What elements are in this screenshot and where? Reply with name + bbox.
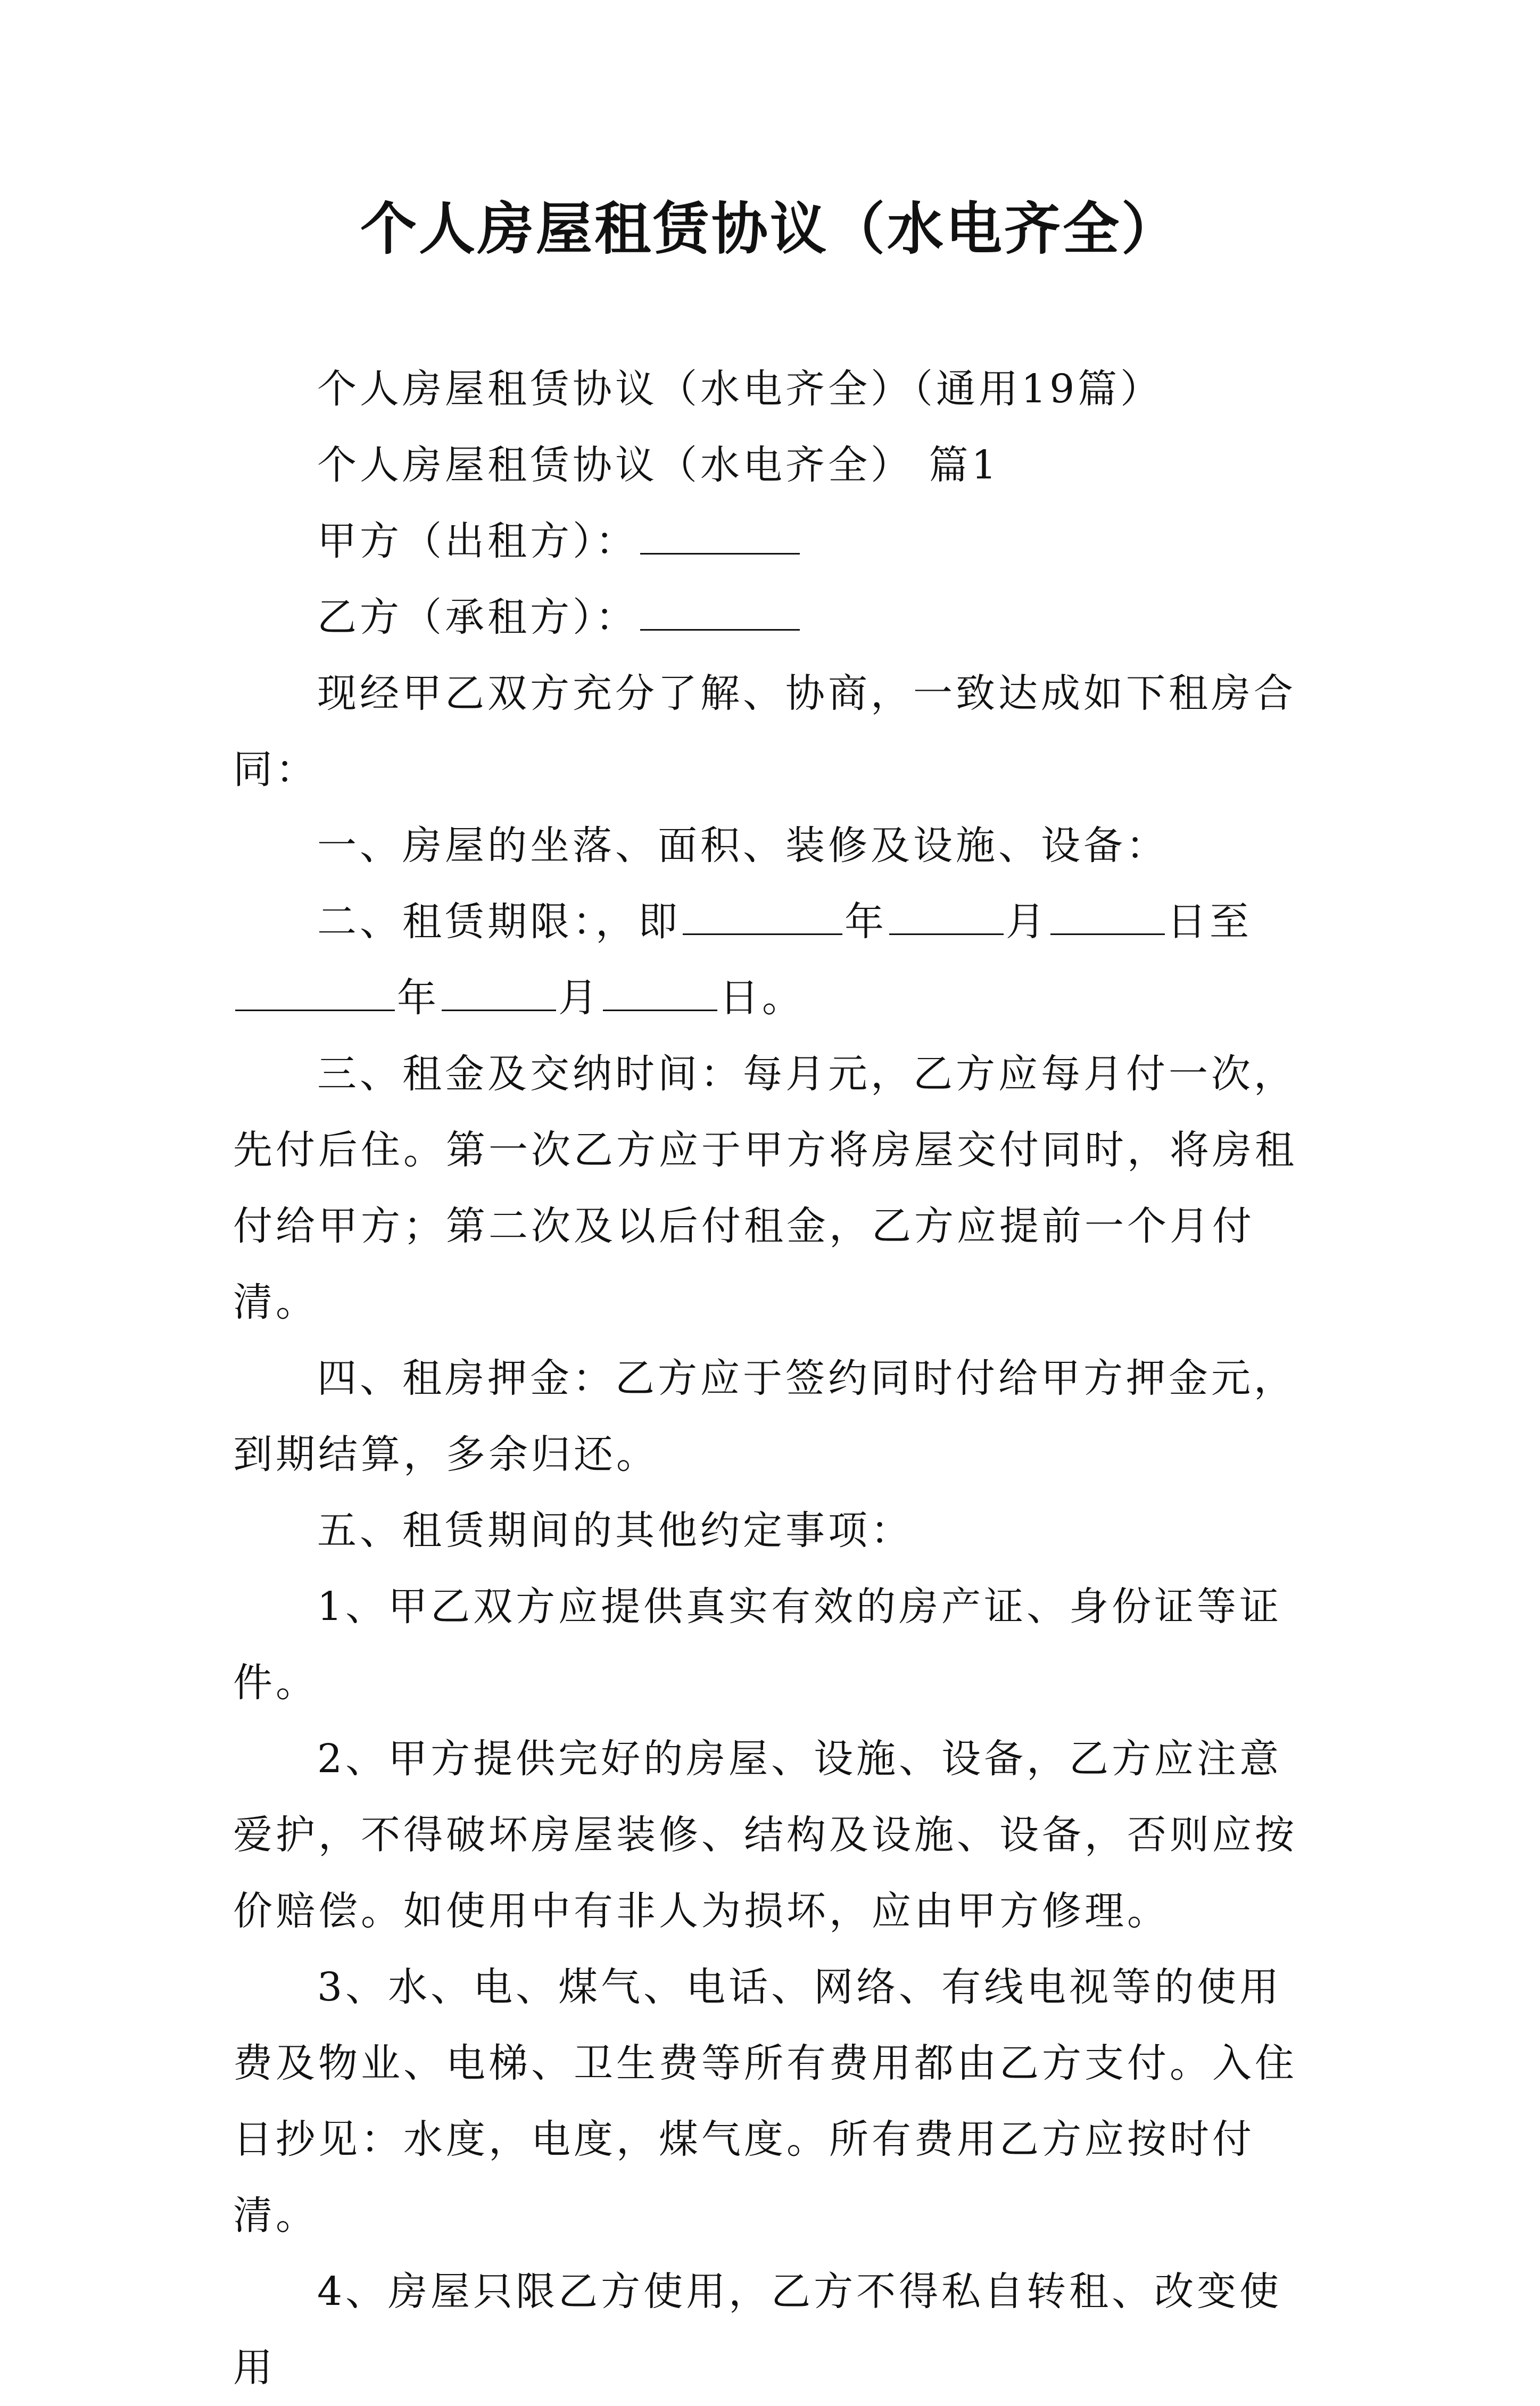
paragraph-section-5: 五、租赁期间的其他约定事项：	[317, 1508, 913, 1553]
paragraph-party-a	[233, 503, 1324, 580]
party-a-label: 甲方（出租方）：	[317, 518, 638, 564]
paragraph-section-3: 三、租金及交纳时间：每月元，乙方应每月付一次，先付后住。第一次乙方应于甲方将房屋交付同时，将房租付给甲方；第二次及以后付租金，乙方应提前一个月付清。	[233, 1051, 1297, 1325]
paragraph-item-2: 2、甲方提供完好的房屋、设施、设备，乙方应注意爱护，不得破坏房屋装修、结构及设施、设备，否则应按价赔偿。如使用中有非人为损坏，应由甲方修理。	[233, 1736, 1297, 1934]
paragraph-party-b	[233, 580, 1324, 656]
document-body	[233, 351, 1324, 2406]
paragraph-section-4: 四、租房押金：乙方应于签约同时付给甲方押金元，到期结算，多余归还。	[233, 1355, 1296, 1477]
paragraph-intro: 现经甲乙双方充分了解、协商，一致达成如下租房合同：	[233, 671, 1296, 792]
start-year-blank	[683, 896, 842, 935]
start-month-blank	[889, 896, 1004, 935]
paragraph-item-4: 4、房屋只限乙方使用，乙方不得私自转租、改变使用	[233, 2269, 1282, 2391]
document-title: 个人房屋租赁协议（水电齐全）	[360, 195, 1180, 262]
paragraph-section-1: 一、房屋的坐落、面积、装修及设施、设备：	[317, 823, 1169, 869]
start-day-blank	[1050, 896, 1165, 935]
paragraph-section-2	[233, 884, 1324, 1036]
end-day-blank	[603, 972, 717, 1011]
year-label: 年	[844, 899, 887, 945]
party-a-blank	[640, 516, 800, 555]
month-label: 月	[1006, 899, 1048, 945]
end-day-label: 日。	[719, 975, 805, 1021]
paragraph-subtitle: 个人房屋租赁协议（水电齐全）（通用19篇）	[317, 366, 1163, 412]
party-b-label: 乙方（承租方）：	[317, 594, 638, 640]
term-label: 二、租赁期限：，即	[317, 899, 681, 945]
paragraph-item-1: 1、甲乙双方应提供真实有效的房产证、身份证等证件。	[233, 1584, 1282, 1706]
paragraph-item-3: 3、水、电、煤气、电话、网络、有线电视等的使用费及物业、电梯、卫生费等所有费用都由乙方支付。入住日抄见：水度，电度，煤气度。所有费用乙方应按时付清。	[233, 1964, 1297, 2238]
end-year-blank	[235, 972, 395, 1011]
end-month-blank	[442, 972, 556, 1011]
end-month-label: 月	[558, 975, 601, 1021]
party-b-blank	[640, 592, 800, 631]
paragraph-chapter-heading: 个人房屋租赁协议（水电齐全） 篇1	[317, 442, 1000, 488]
day-to-label: 日至	[1167, 899, 1252, 945]
end-year-label: 年	[397, 975, 440, 1021]
